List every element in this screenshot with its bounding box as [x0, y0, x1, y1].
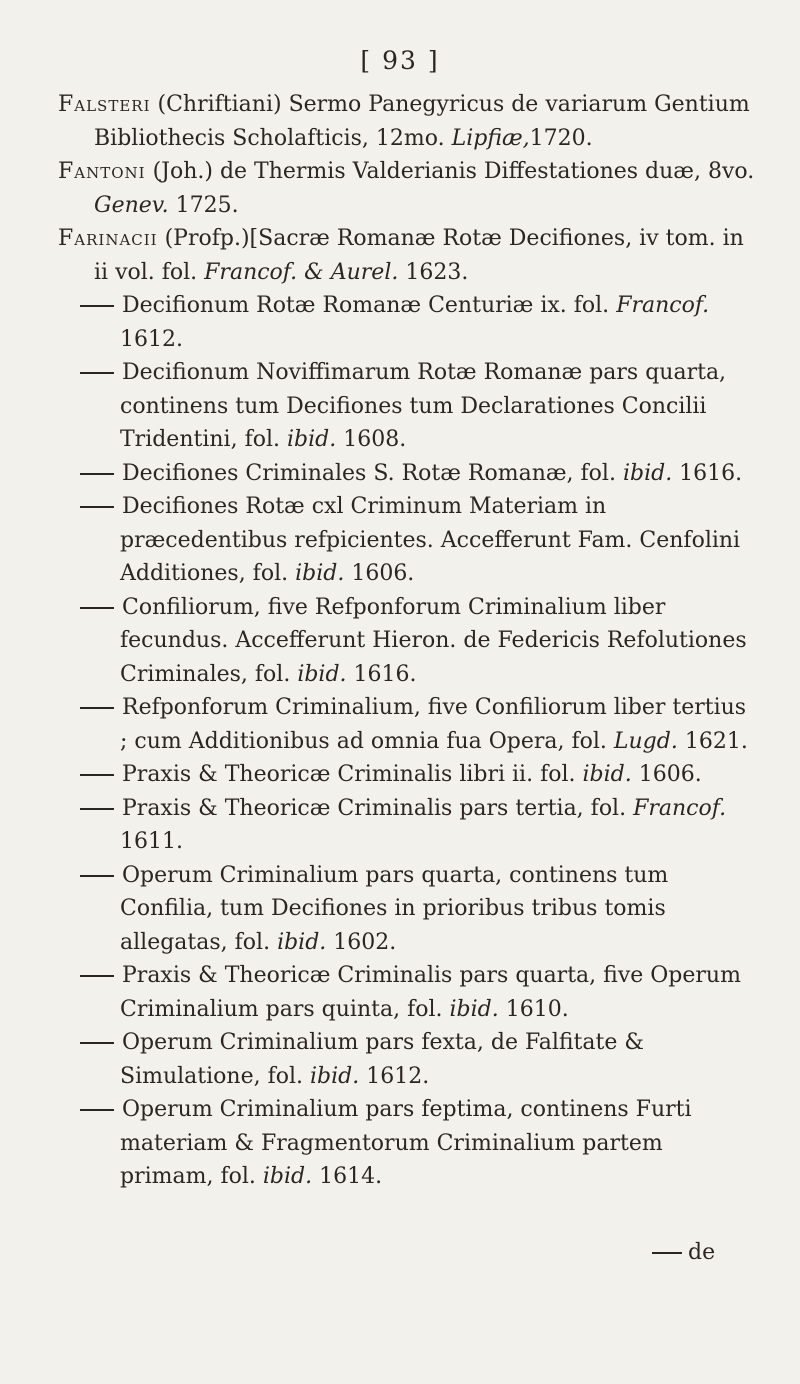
entry-place: ibid. [295, 561, 345, 586]
entry-year: 1602. [326, 929, 397, 955]
entry-text: Decifiones Rotæ cxl Criminum Materiam in præcedentibus refpicientes. Accefferunt Fam. Cenfolini Additiones, fol. [120, 494, 741, 586]
entry-text: Praxis & Theoricæ Criminalis pars quarta, five Operum Criminalium pars quinta, fol. [120, 963, 741, 1022]
entry-year: 1610. [498, 996, 569, 1022]
entry-year: 1614. [312, 1164, 383, 1189]
ditto-dash [80, 372, 114, 374]
entry-year: 1606. [344, 561, 415, 586]
list-item [58, 155, 760, 222]
list-item [58, 457, 760, 491]
entry-place: Genev. [94, 192, 169, 218]
entry-text: Praxis & Theoricæ Criminalis pars tertia, fol. [122, 795, 634, 821]
entry-place: ibid. [297, 661, 347, 687]
entry-place: ibid. [262, 1164, 313, 1189]
entry-text: Decifiones Criminales S. Rotæ Romanæ, fol. [122, 460, 623, 486]
entry-text: Operum Criminalium pars fexta, de Falfitate & Simulatione, fol. [120, 1030, 644, 1089]
entry-year: 1606. [631, 762, 702, 787]
ditto-dash [80, 774, 114, 776]
entry-year: 1608. [336, 427, 407, 452]
entry-text: (Joh.) de Thermis Valderianis Diffestationes duæ, 8vo. [145, 159, 755, 184]
list-item [58, 88, 760, 155]
entry-year: 1720. [529, 125, 593, 151]
ditto-dash [80, 707, 114, 709]
entry-year: 1612. [359, 1063, 430, 1089]
entry-place: ibid. [277, 929, 327, 955]
ditto-dash [80, 1109, 114, 1111]
ditto-dash [80, 975, 114, 977]
entry-place: ibid. [310, 1063, 360, 1089]
entry-year: 1616. [672, 460, 743, 486]
entry-text: (Chriftiani) Sermo Panegyricus de variarum Gentium Bibliothecis Scholafticis, 12mo. [94, 92, 750, 151]
entry-text: Praxis & Theoricæ Criminalis libri ii. fol. [122, 762, 583, 787]
entry-text: (Profp.)[Sacræ Romanæ Rotæ Decifiones, iv tom. in ii vol. fol. [94, 226, 744, 285]
entry-text: Operum Criminalium pars quarta, continens tum Confilia, tum Decifiones in prioribus tribus tomis allegatas, fol. [120, 862, 669, 955]
ditto-dash [652, 1252, 682, 1254]
entry-year: 1621. [677, 728, 748, 754]
entry-text: Refponforum Criminalium, five Confiliorum liber tertius ; cum Additionibus ad omnia fua Opera, fol. [120, 695, 747, 754]
list-item [58, 792, 760, 859]
entry-place: ibid. [582, 762, 632, 787]
entry-place: Francof. & Aurel. [204, 259, 399, 285]
list-item [58, 289, 760, 356]
catchword [652, 1240, 715, 1265]
list-item [58, 356, 760, 457]
ditto-dash [80, 607, 114, 609]
list-item [58, 959, 760, 1026]
entry-year: 1612. [120, 326, 183, 352]
list-item [58, 758, 760, 792]
entry-place: Lipfiæ, [451, 125, 530, 151]
ditto-dash [80, 473, 114, 475]
list-item [58, 1093, 760, 1194]
entry-text: Decifionum Noviffimarum Rotæ Romanæ pars quarta, continens tum Decifiones tum Declarationes Concilii Tridentini, fol. [120, 360, 727, 452]
entry-author: Fantoni [58, 159, 146, 184]
entry-place: Francof. [616, 293, 710, 318]
entry-year: 1623. [398, 259, 469, 285]
list-item [58, 859, 760, 960]
entry-place: ibid. [622, 460, 673, 486]
entry-text: Decifionum Rotæ Romanæ Centuriæ ix. fol. [122, 293, 617, 318]
list-item [58, 490, 760, 591]
entry-year: 1611. [120, 829, 183, 854]
entry-place: Lugd. [613, 728, 678, 754]
entry-place: ibid. [286, 427, 337, 452]
list-item [58, 1026, 760, 1093]
entry-place: ibid. [449, 996, 499, 1022]
entry-place: Francof. [633, 795, 727, 821]
entry-author: Farinacii [58, 226, 158, 251]
ditto-dash [80, 506, 114, 508]
ditto-dash [80, 808, 114, 810]
entry-author: Falsteri [58, 92, 151, 117]
ditto-dash [80, 1042, 114, 1044]
ditto-dash [80, 305, 114, 307]
entry-year: 1725. [168, 192, 239, 218]
list-item [58, 591, 760, 692]
catchword-text: de [688, 1240, 716, 1265]
entry-text: Operum Criminalium pars feptima, continens Furti materiam & Fragmentorum Criminalium partem primam, fol. [120, 1097, 692, 1189]
entry-year: 1616. [346, 661, 417, 687]
page-number: [ 93 ] [360, 46, 440, 75]
list-item [58, 222, 760, 289]
bibliography-list [58, 88, 760, 1194]
list-item [58, 691, 760, 758]
ditto-dash [80, 875, 114, 877]
entry-text: Confiliorum, five Refponforum Criminalium liber fecundus. Accefferunt Hieron. de Federicis Refolutiones Criminales, fol. [120, 594, 747, 687]
